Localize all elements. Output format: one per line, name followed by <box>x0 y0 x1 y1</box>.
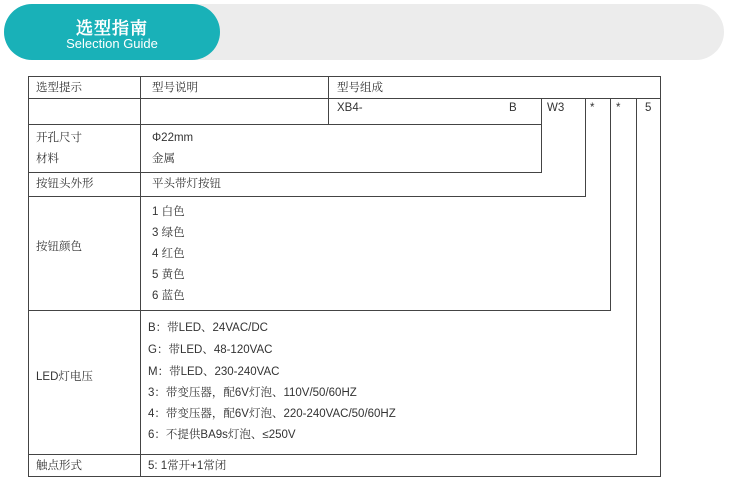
bracket-b-bottom <box>329 124 542 125</box>
col-divider <box>328 76 329 125</box>
voltage-label: LED灯电压 <box>36 371 93 383</box>
header-desc: 型号说明 <box>152 82 198 94</box>
voltage-option: B：带LED、24VAC/DC <box>148 322 268 334</box>
color-option: 4 红色 <box>152 248 185 260</box>
voltage-option: 3：带变压器，配6V灯泡、110V/50/60HZ <box>148 387 357 399</box>
color-option: 1 白色 <box>152 206 185 218</box>
bracket-color <box>610 98 611 311</box>
title-en: Selection Guide <box>66 36 158 51</box>
voltage-option: 6：不提供BA9s灯泡、≤250V <box>148 429 296 441</box>
table-header-bottom <box>28 98 661 99</box>
header-hint: 选型提示 <box>36 82 82 94</box>
material-label: 材料 <box>36 153 59 165</box>
code-star-1: * <box>590 102 595 114</box>
table-border-bottom <box>28 476 661 477</box>
head-shape-label: 按钮头外形 <box>36 178 94 190</box>
hole-value: Φ22mm <box>152 132 194 144</box>
table-border-right <box>660 76 661 477</box>
contact-label: 触点形式 <box>36 460 82 472</box>
row-divider <box>28 172 542 173</box>
code-w3: W3 <box>547 102 565 114</box>
code-b: B <box>509 102 517 114</box>
color-option: 3 绿色 <box>152 227 185 239</box>
code-5: 5 <box>645 102 652 114</box>
row-divider <box>28 196 586 197</box>
row-divider <box>28 454 637 455</box>
code-prefix: XB4- <box>337 102 363 114</box>
table-border-left <box>28 76 29 477</box>
material-value: 金属 <box>152 153 175 165</box>
header-comp: 型号组成 <box>337 82 383 94</box>
row-divider <box>28 124 328 125</box>
contact-value: 5: 1常开+1常闭 <box>148 460 227 472</box>
bracket-w3 <box>585 98 586 197</box>
color-option: 5 黄色 <box>152 269 185 281</box>
title-zh: 选型指南 <box>76 19 148 38</box>
voltage-option: M：带LED、230-240VAC <box>148 366 280 378</box>
color-label: 按钮颜色 <box>36 241 82 253</box>
voltage-option: 4：带变压器，配6V灯泡、220-240VAC/50/60HZ <box>148 408 396 420</box>
color-option: 6 蓝色 <box>152 290 185 302</box>
code-star-2: * <box>616 102 621 114</box>
bracket-b <box>541 98 542 173</box>
head-shape-value: 平头带灯按钮 <box>152 178 221 190</box>
voltage-option: G：带LED、48-120VAC <box>148 344 273 356</box>
col-divider <box>140 76 141 477</box>
bracket-voltage <box>636 98 637 455</box>
title-badge <box>4 4 220 60</box>
hole-label: 开孔尺寸 <box>36 132 82 144</box>
row-divider <box>28 310 611 311</box>
table-border-top <box>28 76 661 77</box>
